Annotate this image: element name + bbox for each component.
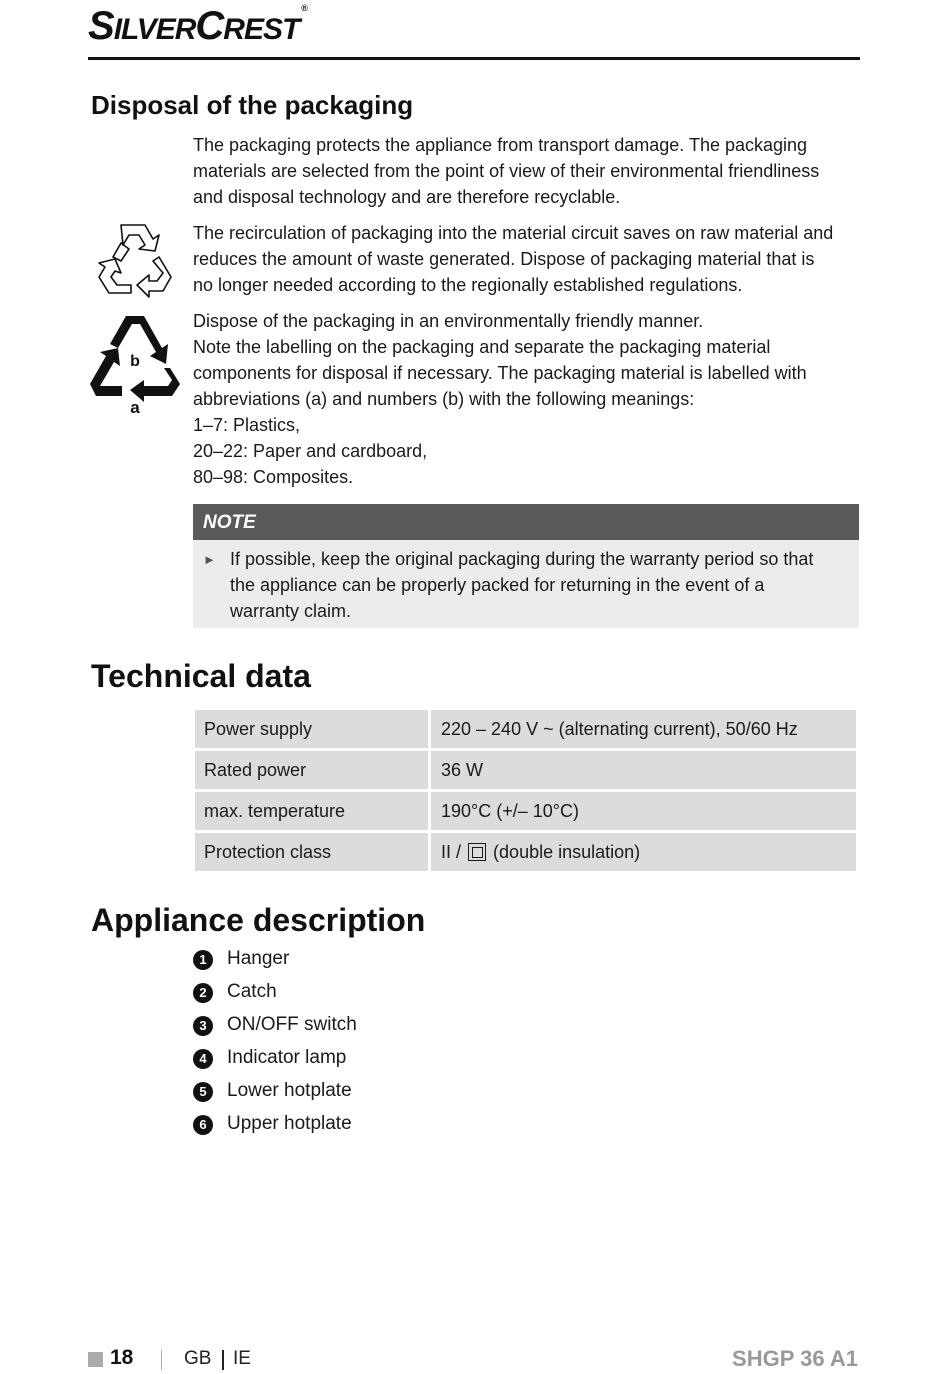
table-row [195, 710, 856, 748]
note-box [193, 504, 859, 628]
part-label: Lower hotplate [227, 1080, 352, 1101]
table-cell-label: Protection class [195, 833, 431, 871]
table-cell-value: 190°C (+/– 10°C) [431, 792, 856, 830]
table-cell-value: 220 – 240 V ~ (alternating current), 50/60 Hz [431, 710, 856, 748]
footer-language-ie: IE [233, 1348, 251, 1369]
brand-logo: SILVERCREST® [88, 2, 307, 48]
table-cell-value: II / (double insulation) [431, 833, 856, 871]
disposal-heading: Disposal of the packaging [91, 90, 414, 120]
list-item [193, 1045, 493, 1071]
technical-data-table [195, 707, 856, 874]
disposal-paragraph-3: Dispose of the packaging in an environmentally friendly manner. Note the labelling on the packaging and separate the packaging material components for disposal if necessary. The packaging material is labelled with abbreviations (a) and numbers (b) with the following meanings: 1–7: Plastics, 20–22: Paper and cardboard, 80–98: Composites. [193, 311, 807, 487]
recycle-arrows-icon [93, 219, 177, 299]
part-number-badge: 2 [193, 983, 213, 1003]
note-arrow-icon: ► [203, 552, 216, 567]
part-number-badge: 5 [193, 1082, 213, 1102]
page-number: 18 [110, 1346, 134, 1369]
table-cell-label: max. temperature [195, 792, 431, 830]
part-number-badge: 1 [193, 950, 213, 970]
list-item [193, 979, 493, 1005]
disposal-paragraph-2: The recirculation of packaging into the material circuit saves on raw material and reduces the amount of waste generated. Dispose of packaging material that is no longer needed according to the regionally established regulations. [193, 223, 834, 295]
triangle-label-b: b [130, 353, 140, 370]
model-number: SHGP 36 A1 [732, 1346, 858, 1371]
double-insulation-icon [468, 843, 486, 861]
recycling-code-triangle-icon [88, 310, 182, 416]
table-cell-value: 36 W [431, 751, 856, 789]
appliance-description-heading: Appliance description [91, 902, 426, 938]
part-label: Upper hotplate [227, 1113, 352, 1134]
list-item [193, 946, 493, 972]
part-label: Indicator lamp [227, 1047, 347, 1068]
table-cell-label: Rated power [195, 751, 431, 789]
list-item [193, 1111, 493, 1137]
note-title: NOTE [193, 504, 859, 540]
triangle-label-a: a [130, 398, 140, 416]
part-number-badge: 6 [193, 1115, 213, 1135]
part-label: Catch [227, 981, 277, 1002]
footer-square-marker [88, 1352, 103, 1367]
part-label: ON/OFF switch [227, 1014, 357, 1035]
footer-divider [161, 1350, 162, 1370]
header-rule [88, 57, 860, 60]
footer-language-gb: GB [184, 1348, 212, 1369]
technical-data-heading: Technical data [91, 658, 311, 694]
table-row [195, 792, 856, 830]
list-item [193, 1012, 493, 1038]
part-number-badge: 4 [193, 1049, 213, 1069]
table-row [195, 833, 856, 871]
part-number-badge: 3 [193, 1016, 213, 1036]
part-label: Hanger [227, 948, 290, 969]
footer-divider [222, 1350, 224, 1370]
note-text: If possible, keep the original packaging during the warranty period so that the appliance can be properly packed for returning in the event of a warranty claim. [230, 549, 814, 621]
list-item [193, 1078, 493, 1104]
table-row [195, 751, 856, 789]
disposal-paragraph-1: The packaging protects the appliance from transport damage. The packaging materials are selected from the point of view of their environmental friendliness and disposal technology and are therefore recyclable. [193, 135, 820, 207]
table-cell-label: Power supply [195, 710, 431, 748]
